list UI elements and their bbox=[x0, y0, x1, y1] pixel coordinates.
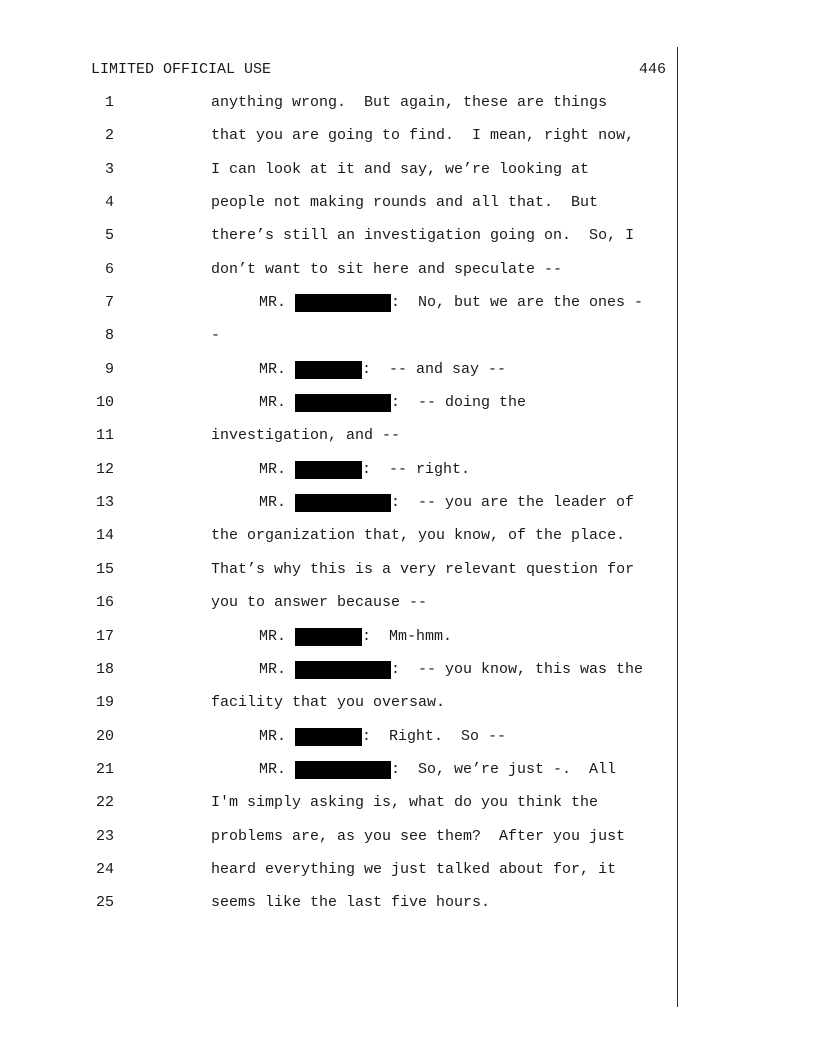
redaction-box bbox=[295, 494, 391, 512]
transcript-line bbox=[0, 494, 816, 527]
line-text: problems are, as you see them? After you just bbox=[211, 827, 626, 845]
line-text: : -- you know, this was the bbox=[391, 660, 644, 678]
transcript-line bbox=[0, 661, 816, 694]
speaker-line bbox=[259, 394, 526, 412]
line-text: : -- and say -- bbox=[362, 360, 507, 378]
line-number: 16 bbox=[95, 594, 114, 612]
transcript-line bbox=[0, 261, 816, 294]
transcript-line bbox=[0, 694, 816, 727]
speaker-line bbox=[259, 294, 643, 312]
line-text: : -- right. bbox=[362, 460, 471, 478]
transcript-line bbox=[0, 394, 816, 427]
line-number: 18 bbox=[95, 660, 114, 678]
line-text: anything wrong. But again, these are things bbox=[211, 94, 608, 111]
line-number: 25 bbox=[95, 894, 114, 912]
line-number: 20 bbox=[95, 727, 114, 745]
redaction-box bbox=[295, 661, 391, 679]
line-number: 8 bbox=[104, 327, 114, 345]
line-text: I'm simply asking is, what do you think the bbox=[211, 794, 599, 812]
line-number: 1 bbox=[104, 94, 114, 111]
line-text: that you are going to find. I mean, right now, bbox=[211, 127, 635, 145]
line-text: : -- you are the leader of bbox=[391, 494, 635, 512]
redaction-box bbox=[295, 461, 362, 479]
line-text: you to answer because -- bbox=[211, 594, 428, 612]
transcript-line bbox=[0, 728, 816, 761]
line-number: 11 bbox=[95, 427, 114, 445]
speaker-title: MR. bbox=[259, 627, 287, 645]
line-number: 6 bbox=[104, 260, 114, 278]
transcript-line bbox=[0, 461, 816, 494]
line-text: - bbox=[211, 327, 221, 345]
speaker-line bbox=[259, 494, 634, 512]
redaction-box bbox=[295, 294, 391, 312]
transcript-line bbox=[0, 194, 816, 227]
line-number: 9 bbox=[104, 360, 114, 378]
speaker-line bbox=[259, 728, 506, 746]
line-number: 15 bbox=[95, 560, 114, 578]
transcript-line bbox=[0, 527, 816, 560]
transcript-line bbox=[0, 761, 816, 794]
line-number: 12 bbox=[95, 460, 114, 478]
line-text: people not making rounds and all that. But bbox=[211, 194, 599, 212]
transcript-line bbox=[0, 628, 816, 661]
line-number: 13 bbox=[95, 494, 114, 512]
speaker-title: MR. bbox=[259, 660, 287, 678]
transcript-line bbox=[0, 794, 816, 827]
line-text: I can look at it and say, we’re looking at bbox=[211, 160, 590, 178]
transcript-line bbox=[0, 127, 816, 160]
transcript-line bbox=[0, 594, 816, 627]
speaker-title: MR. bbox=[259, 760, 287, 778]
speaker-title: MR. bbox=[259, 460, 287, 478]
redaction-box bbox=[295, 728, 362, 746]
speaker-line bbox=[259, 461, 470, 479]
line-number: 21 bbox=[95, 760, 114, 778]
line-number: 24 bbox=[95, 860, 114, 878]
transcript-line bbox=[0, 561, 816, 594]
transcript-body bbox=[0, 94, 816, 928]
speaker-title: MR. bbox=[259, 294, 287, 312]
transcript-line bbox=[0, 227, 816, 260]
transcript-line bbox=[0, 828, 816, 861]
speaker-line bbox=[259, 361, 506, 379]
line-number: 5 bbox=[104, 227, 114, 245]
redaction-box bbox=[295, 628, 362, 646]
line-text: : Right. So -- bbox=[362, 727, 507, 745]
transcript-line bbox=[0, 161, 816, 194]
speaker-title: MR. bbox=[259, 494, 287, 512]
redaction-box bbox=[295, 761, 391, 779]
line-number: 17 bbox=[95, 627, 114, 645]
line-number: 10 bbox=[95, 394, 114, 412]
line-number: 7 bbox=[104, 294, 114, 312]
line-number: 14 bbox=[95, 527, 114, 545]
speaker-line bbox=[259, 628, 452, 646]
transcript-line bbox=[0, 427, 816, 460]
line-number: 3 bbox=[104, 160, 114, 178]
line-text: facility that you oversaw. bbox=[211, 694, 446, 712]
speaker-title: MR. bbox=[259, 360, 287, 378]
line-text: investigation, and -- bbox=[211, 427, 401, 445]
line-text: : No, but we are the ones - bbox=[391, 294, 644, 312]
line-number: 19 bbox=[95, 694, 114, 712]
line-number: 4 bbox=[104, 194, 114, 212]
transcript-line bbox=[0, 361, 816, 394]
line-text: : Mm-hmm. bbox=[362, 627, 453, 645]
line-text: the organization that, you know, of the place. bbox=[211, 527, 626, 545]
speaker-title: MR. bbox=[259, 394, 287, 412]
transcript-line bbox=[0, 94, 816, 127]
line-number: 23 bbox=[95, 827, 114, 845]
line-number: 22 bbox=[95, 794, 114, 812]
transcript-line bbox=[0, 861, 816, 894]
line-text: heard everything we just talked about for, it bbox=[211, 860, 617, 878]
redaction-box bbox=[295, 361, 362, 379]
line-text: there’s still an investigation going on. So, I bbox=[211, 227, 635, 245]
speaker-line bbox=[259, 761, 616, 779]
speaker-line bbox=[259, 661, 643, 679]
page-number: 446 bbox=[639, 61, 667, 78]
speaker-title: MR. bbox=[259, 727, 287, 745]
transcript-line bbox=[0, 294, 816, 327]
line-number: 2 bbox=[104, 127, 114, 145]
transcript-line bbox=[0, 327, 816, 360]
line-text: seems like the last five hours. bbox=[211, 894, 491, 912]
transcript-line bbox=[0, 894, 816, 927]
line-text: That’s why this is a very relevant question for bbox=[211, 560, 635, 578]
line-text: : -- doing the bbox=[391, 394, 527, 412]
line-text: don’t want to sit here and speculate -- bbox=[211, 260, 563, 278]
classification-header: LIMITED OFFICIAL USE bbox=[91, 61, 272, 78]
redaction-box bbox=[295, 394, 391, 412]
line-text: : So, we’re just -. All bbox=[391, 760, 617, 778]
